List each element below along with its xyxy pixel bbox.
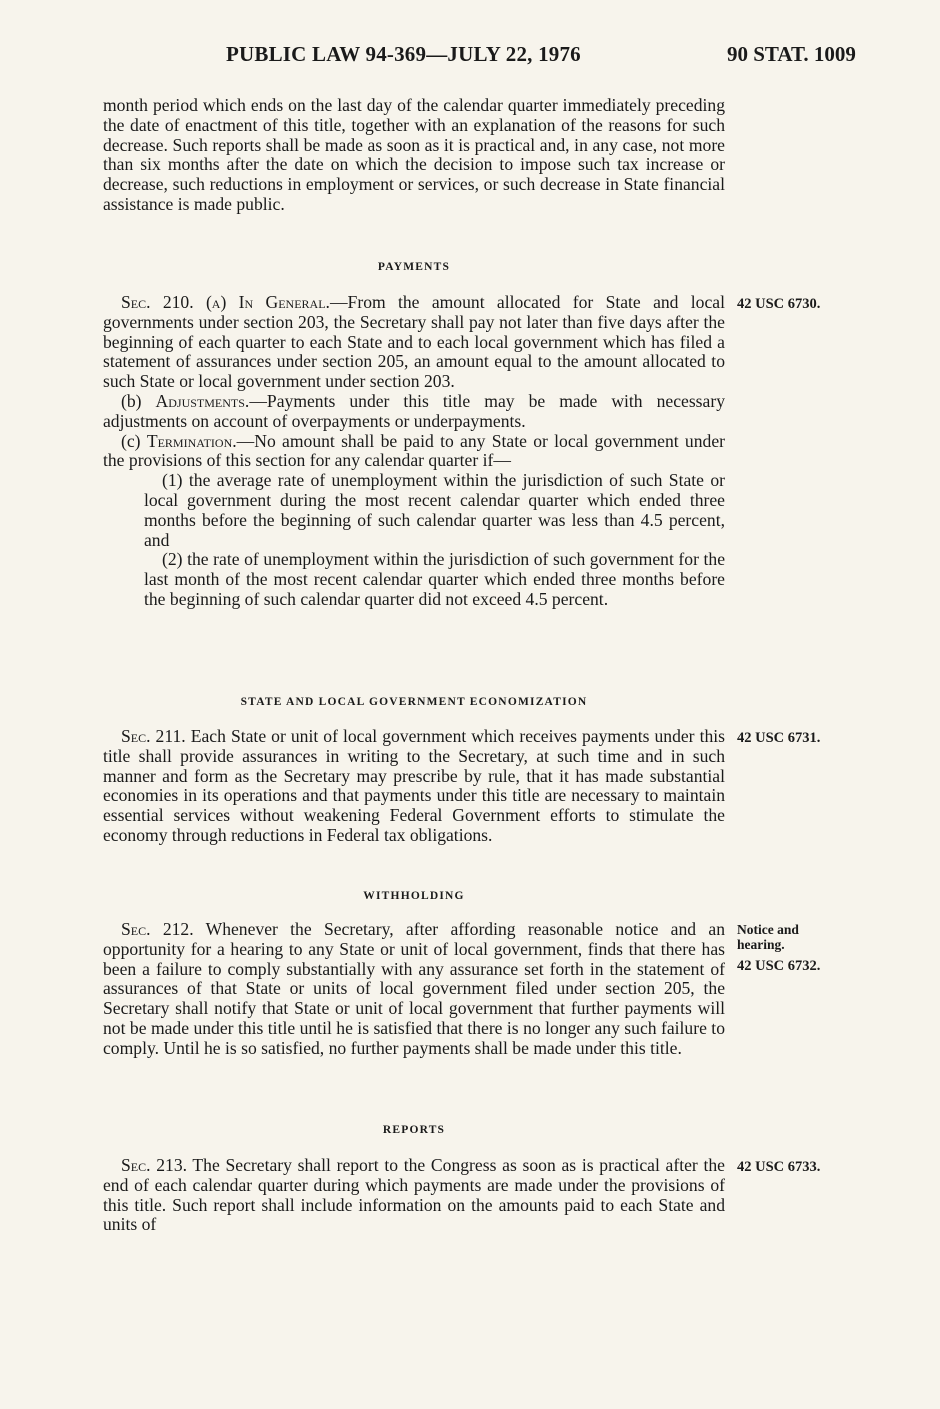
sec-213-text: The Secretary shall report to the Congress as soon as is practical after the end of each calendar quarter during which payments are made under the provisions of this title. Such report shall include information on the amounts paid to each State and units of <box>103 1155 725 1235</box>
sec-212-label: Sec. 212. <box>121 919 194 939</box>
sec-210-b-title: Adjustments. <box>155 390 250 411</box>
sec-211-label: Sec. 211. <box>121 726 186 746</box>
margin-note-6730: 42 USC 6730. <box>737 296 821 312</box>
section-210 <box>103 293 725 610</box>
margin-note-6731: 42 USC 6731. <box>737 730 821 746</box>
sec-213-label: Sec. 213. <box>121 1155 188 1175</box>
sec-210-b-label: (b) <box>121 390 142 411</box>
economization-heading: STATE AND LOCAL GOVERNMENT ECONOMIZATION <box>240 696 588 708</box>
sec-210-c-label: (c) <box>121 430 141 451</box>
sec-210-c <box>103 432 725 472</box>
sec-211-text: Each State or unit of local government which receives payments under this title shall provide assurances in writing to the Secretary, at such time and in such manner and form as the Secretary may prescribe by rule, that it has made substantial economies in its operations and that payments under this title are necessary to maintain essential services without weakening Federal Government efforts to stimulate the economy through reductions in Federal tax obligations. <box>103 726 725 845</box>
sec-213-paragraph <box>103 1156 725 1235</box>
intro-paragraph: month period which ends on the last day of the calendar quarter immediately preceding the date of enactment of this title, together with an explanation of the reasons for such decrease. Such reports shall be made as soon as it is practical and, in any case, not more than six months after the date on which the decision to impose such tax increase or decrease, such reductions in employment or services, or such decrease in State financial assistance is made public. <box>103 95 725 214</box>
page-header-stat-ref: 90 STAT. 1009 <box>727 42 856 66</box>
section-213 <box>103 1156 725 1235</box>
sec-210-c-1: (1) the average rate of unemployment within the jurisdiction of such State or local government during the most recent calendar quarter which ended three months before the beginning of such calendar quarter was less than 4.5 percent, and <box>144 470 725 550</box>
sec-210-c-title: Termination. <box>146 430 237 451</box>
section-211 <box>103 727 725 846</box>
margin-note-6732: 42 USC 6732. <box>737 958 821 974</box>
sec-210-c-text: —No amount shall be paid to any State or local government under the provisions of this section for any calendar quarter if— <box>103 430 725 471</box>
sec-210-a-title: In General. <box>238 292 330 312</box>
sec-212-text: Whenever the Secretary, after affording reasonable notice and an opportunity for a hearing to any State or unit of local government, finds that there has been a failure to comply substantially with any assurance set forth in the statement of assurances of that State or units of local government filed under section 205, the Secretary shall notify that State or unit of local government that further payments will not be made under this title until he is satisfied that there is no longer any such failure to comply. Until he is so satisfied, no further payments shall be made under this title. <box>103 919 725 1058</box>
sec-210-a-text: —From the amount allocated for State and local governments under section 203, the Secretary shall pay not later than five days after the beginning of each quarter to each State and to each local government which has filed a statement of assurances under section 205, an amount equal to the amount allocated to such State or local government under section 203. <box>103 292 725 392</box>
sec-210-c-2: (2) the rate of unemployment within the jurisdiction of such government for the last month of the most recent calendar quarter which ended three months before the beginning of such calendar quarter did not exceed 4.5 percent. <box>144 549 725 609</box>
section-212 <box>103 920 725 1059</box>
sec-210-b <box>103 392 725 432</box>
withholding-heading: WITHHOLDING <box>363 890 465 902</box>
page-header-title: PUBLIC LAW 94-369—JULY 22, 1976 <box>226 42 581 66</box>
reports-heading: REPORTS <box>382 1124 446 1136</box>
sec-212-paragraph <box>103 920 725 1059</box>
margin-note-6733: 42 USC 6733. <box>737 1159 821 1175</box>
intro-section <box>103 96 725 215</box>
margin-note-notice-hearing: Notice and hearing. <box>737 922 799 952</box>
sec-210-label: Sec. 210. (a) <box>121 292 227 312</box>
sec-210-b-text: —Payments under this title may be made with necessary adjustments on account of overpayments or underpayments. <box>103 390 725 431</box>
sec-211-paragraph <box>103 727 725 846</box>
payments-heading: PAYMENTS <box>377 261 451 273</box>
sec-210-a <box>103 293 725 392</box>
